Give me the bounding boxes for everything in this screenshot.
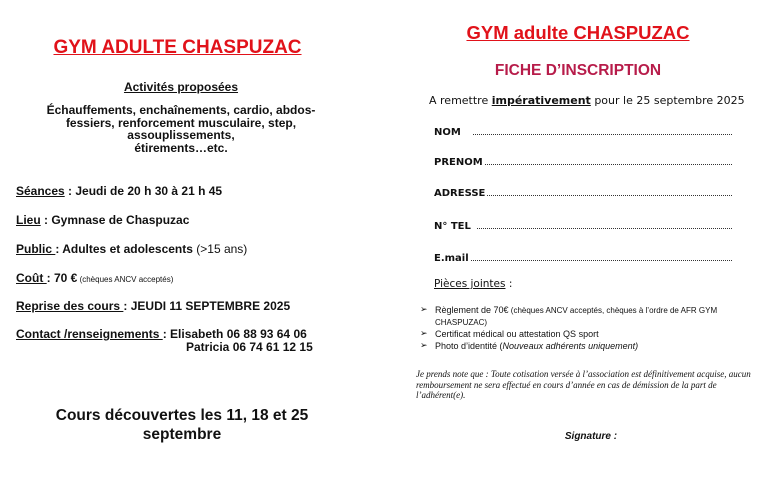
tel-label: N° TEL <box>434 221 471 232</box>
left-title: GYM ADULTE CHASPUZAC <box>53 37 302 58</box>
cout-label: Coût <box>16 271 47 285</box>
list-item <box>420 329 750 340</box>
prenom-field[interactable] <box>434 156 732 168</box>
lieu-line <box>16 213 189 227</box>
seances-line <box>16 184 222 198</box>
attachments-label: Pièces jointes <box>434 278 506 290</box>
contact-phone-2: Patricia 06 74 61 12 15 <box>186 340 313 354</box>
activities-line: étirements…etc. <box>134 140 228 155</box>
attachments-colon: : <box>505 278 513 290</box>
discovery-line: septembre <box>142 426 222 443</box>
adresse-label: ADRESSE <box>434 188 486 199</box>
tel-blank[interactable] <box>477 220 732 229</box>
contact-label: Contact /renseignements <box>16 327 163 341</box>
right-title: GYM adulte CHASPUZAC <box>466 22 690 43</box>
nom-label: NOM <box>434 127 461 138</box>
activities-line: assouplissements, <box>127 128 235 142</box>
public-label: Public <box>16 242 56 256</box>
deadline-after: pour le 25 septembre 2025 <box>590 94 745 107</box>
seances-value: : Jeudi de 20 h 30 à 21 h 45 <box>64 184 223 198</box>
adresse-field[interactable] <box>434 187 732 199</box>
contact-phone-1: : Elisabeth 06 88 93 64 06 <box>162 327 307 341</box>
deadline-before: A remettre <box>429 94 492 107</box>
email-field[interactable] <box>434 252 732 264</box>
lieu-value: : Gymnase de Chaspuzac <box>40 213 190 227</box>
payment-item-detail: (chèques ANCV acceptés, chèques à l’ordre de AFR GYM CHASPUZAC) <box>435 306 718 327</box>
activities-heading: Activités proposées <box>123 80 239 94</box>
public-value: : Adultes et adolescents <box>55 242 193 256</box>
attachments-heading <box>434 278 512 290</box>
reprise-value: : JEUDI 11 SEPTEMBRE 2025 <box>123 299 291 313</box>
public-line <box>16 242 247 256</box>
left-panel <box>0 0 380 498</box>
prenom-label: PRENOM <box>434 157 483 168</box>
refund-notice: Je prends note que : Toute cotisation versée à l’association est définitivement acquise, aucun remboursement ne sera effectué en cours d’année en cas de démission de la part de l’adhérent(e). <box>416 369 751 400</box>
arrow-bullet-icon: ➢ <box>420 328 428 338</box>
seances-label: Séances <box>16 184 65 198</box>
cout-line <box>16 271 173 285</box>
lieu-label: Lieu <box>16 213 41 227</box>
adresse-blank[interactable] <box>487 187 732 196</box>
activities-line: fessiers, renforcement musculaire, step, <box>65 115 297 130</box>
email-blank[interactable] <box>471 252 732 261</box>
reprise-label: Reprise des cours <box>16 299 124 313</box>
activities-text <box>0 104 362 154</box>
prenom-blank[interactable] <box>485 156 732 165</box>
cout-note: (chèques ANCV acceptés) <box>77 275 174 284</box>
form-title: FICHE D’INSCRIPTION <box>494 62 662 79</box>
deadline-line <box>429 94 745 107</box>
photo-item-note: Nouveaux adhérents uniquement) <box>502 340 639 351</box>
nom-blank[interactable] <box>473 126 732 135</box>
deadline-emphasis: impérativement <box>491 94 591 107</box>
photo-item: Photo d’identité ( <box>435 340 503 351</box>
cout-value: : 70 € <box>46 271 78 285</box>
discovery-announcement <box>0 406 364 444</box>
list-item <box>420 341 750 352</box>
discovery-line: Cours découvertes les 11, 18 et 25 <box>55 407 309 424</box>
activities-line: Échauffements, enchaînements, cardio, abdos- <box>46 103 316 117</box>
registration-form <box>380 0 763 498</box>
public-extra: (>15 ans) <box>192 242 248 256</box>
arrow-bullet-icon: ➢ <box>420 339 428 350</box>
arrow-bullet-icon: ➢ <box>420 304 428 314</box>
attachments-list <box>420 305 750 352</box>
email-label: E.mail <box>434 253 469 264</box>
reprise-line <box>16 299 290 313</box>
tel-field[interactable] <box>434 220 732 232</box>
list-item <box>420 305 750 328</box>
payment-item: Règlement de 70€ <box>435 305 509 315</box>
signature-label: Signature : <box>564 431 618 442</box>
nom-field[interactable] <box>434 126 732 138</box>
certificate-item: Certificat médical ou attestation QS sport <box>435 329 599 339</box>
